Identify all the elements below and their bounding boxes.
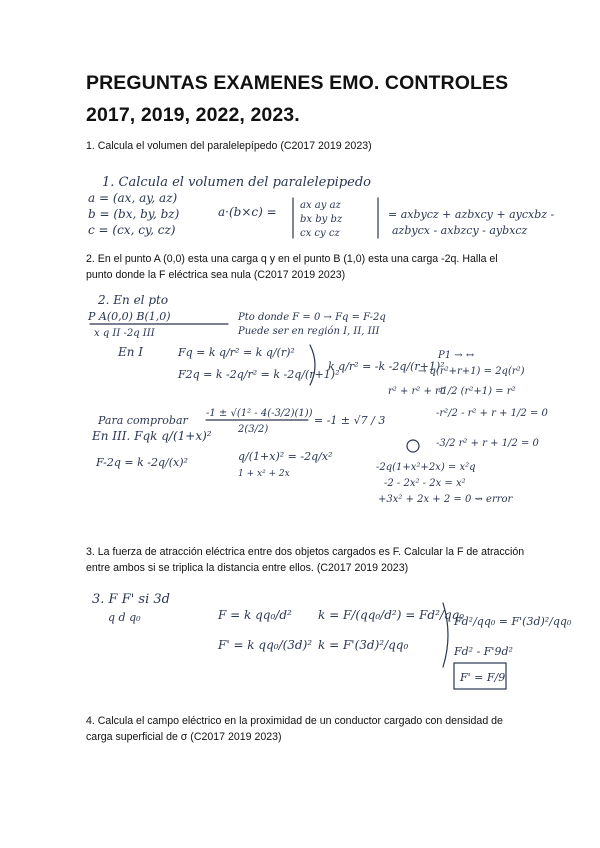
- svg-text:= -1 ± √7 / 3: = -1 ± √7 / 3: [314, 414, 386, 427]
- svg-text:x q II -2q III: x q II -2q III: [94, 328, 155, 339]
- svg-text:-1 ± √(1² - 4(-3/2)(1)): -1 ± √(1² - 4(-3/2)(1)): [206, 408, 313, 419]
- svg-text:cx cy cz: cx cy cz: [300, 228, 340, 239]
- handwritten-solution-1: [88, 168, 558, 242]
- svg-text:F = k qq₀/d²: F = k qq₀/d²: [218, 608, 292, 622]
- svg-text:→ q(r²+r+1) = 2q(r²): → q(r²+r+1) = 2q(r²): [418, 366, 525, 377]
- svg-text:P1 → ↔: P1 → ↔: [438, 350, 475, 361]
- svg-text:P A(0,0) B(1,0: P A(0,0) B(1,0): [88, 310, 171, 323]
- svg-text:+3x² + 2x + 2 = 0 ⇝ error: +3x² + 2x + 2 = 0 ⇝ error: [378, 494, 513, 505]
- svg-text:k = F'(3d)²/qq₀: k = F'(3d)²/qq₀: [318, 638, 409, 652]
- svg-text:-2 - 2x² - 2x = x²: -2 - 2x² - 2x = x²: [384, 478, 466, 489]
- svg-text:k q/r² = -k -2q/(r+1)²: k q/r² = -k -2q/(r+1)²: [328, 360, 445, 373]
- handwritten-solution-2: [88, 290, 558, 520]
- svg-text:-1/2 (r²+1) = r²: -1/2 (r²+1) = r²: [438, 386, 516, 397]
- svg-text:En I: En I: [118, 345, 144, 359]
- question-2-text: 2. En el punto A (0,0) esta una carga q y en el punto B (1,0) esta una carga -2q. Halla el punto donde la F eléctrica sea nula (C2017 2019 2023): [86, 253, 498, 281]
- svg-text:ax ay az: ax ay az: [300, 200, 341, 211]
- svg-text:F2q = k -2q/r² = k -2q/(r+1)²: F2q = k -2q/r² = k -2q/(r+1)²: [178, 368, 340, 381]
- svg-text:F-2q = k -2q/(x)²: F-2q = k -2q/(x)²: [96, 456, 188, 469]
- handwritten-solution-3: [88, 585, 572, 697]
- svg-text:-2q(1+x²+2x) = x²q: -2q(1+x²+2x) = x²q: [376, 462, 476, 473]
- svg-text:1. Calcula el volumen del para: 1. Calcula el volumen del paralelepipedo: [102, 175, 371, 190]
- svg-text:3. F F' si 3d: 3. F F' si 3d: [92, 592, 170, 607]
- svg-text:q d q₀: q d q₀: [108, 611, 141, 624]
- svg-text:Fd² - F'9d²: Fd² - F'9d²: [454, 645, 513, 658]
- document-title-line-1: PREGUNTAS EXAMENES EMO. CONTROLES: [86, 72, 509, 94]
- svg-text:F' = F/9: F' = F/9: [460, 671, 506, 684]
- svg-text:bx by bz: bx by bz: [300, 214, 343, 225]
- svg-text:Pto donde F = 0 → Fq = F-2q: Pto donde F = 0 → Fq = F-2q: [238, 312, 386, 323]
- svg-text:En III. Fqk q/(1+x)²: En III. Fqk q/(1+x)²: [92, 429, 212, 443]
- svg-text:a = (ax, ay, az): a = (ax, ay, az): [88, 191, 178, 205]
- svg-text:Para comprobar: Para comprobar: [98, 414, 188, 427]
- svg-text:-r²/2 - r² + r + 1/2 = 0: -r²/2 - r² + r + 1/2 = 0: [436, 408, 548, 419]
- svg-text:Fd²/qq₀ = F'(3d)²/qq₀: Fd²/qq₀ = F'(3d)²/qq₀: [454, 615, 572, 628]
- svg-text:azbycx - axbzcy - aybxcz: azbycx - axbzcy - aybxcz: [392, 224, 528, 237]
- question-4-text: 4. Calcula el campo eléctrico en la proximidad de un conductor cargado con densidad de carga superficial de σ (C2017 2019 2023): [86, 715, 503, 743]
- svg-text:= axbycz + azbxcy + aycxbz -: = axbycz + azbxcy + aycxbz -: [388, 208, 555, 221]
- svg-text:F' = k qq₀/(3d)²: F' = k qq₀/(3d)²: [218, 638, 313, 652]
- svg-text:b = (bx, by, bz): b = (bx, by, bz): [88, 207, 180, 221]
- svg-text:c = (cx, cy, cz): c = (cx, cy, cz): [88, 223, 176, 237]
- question-3-text: 3. La fuerza de atracción eléctrica entre dos objetos cargados es F. Calcular la F de atracción entre ambos si se triplica la distancia entre ellos. (C2017 2019 2023): [86, 546, 525, 574]
- svg-text:Puede ser en región I, II, III: Puede ser en región I, II, III: [238, 326, 380, 337]
- question-1-text: 1. Calcula el volumen del paralelepípedo (C2017 2019 2023): [86, 140, 372, 152]
- svg-text:1 + x² + 2x: 1 + x² + 2x: [238, 469, 290, 479]
- svg-text:r² + r² + rt: r² + r² + rt: [388, 386, 444, 397]
- svg-text:q/(1+x)² = -2q/x²: q/(1+x)² = -2q/x²: [238, 450, 333, 463]
- svg-text:2(3/2): 2(3/2): [238, 424, 269, 435]
- svg-text:2. En el pto: 2. En el pto: [98, 293, 169, 307]
- svg-text:k = F/(qq₀/d²) = Fd²/qq₀: k = F/(qq₀/d²) = Fd²/qq₀: [318, 608, 465, 622]
- svg-text:-3/2 r² + r + 1/2 = 0: -3/2 r² + r + 1/2 = 0: [436, 438, 539, 449]
- svg-text:Fq = k q/r² = k q/(r)²: Fq = k q/r² = k q/(r)²: [178, 346, 295, 359]
- svg-text:a·(b×c) =: a·(b×c) =: [218, 205, 277, 219]
- document-title-line-2: 2017, 2019, 2022, 2023.: [86, 104, 300, 126]
